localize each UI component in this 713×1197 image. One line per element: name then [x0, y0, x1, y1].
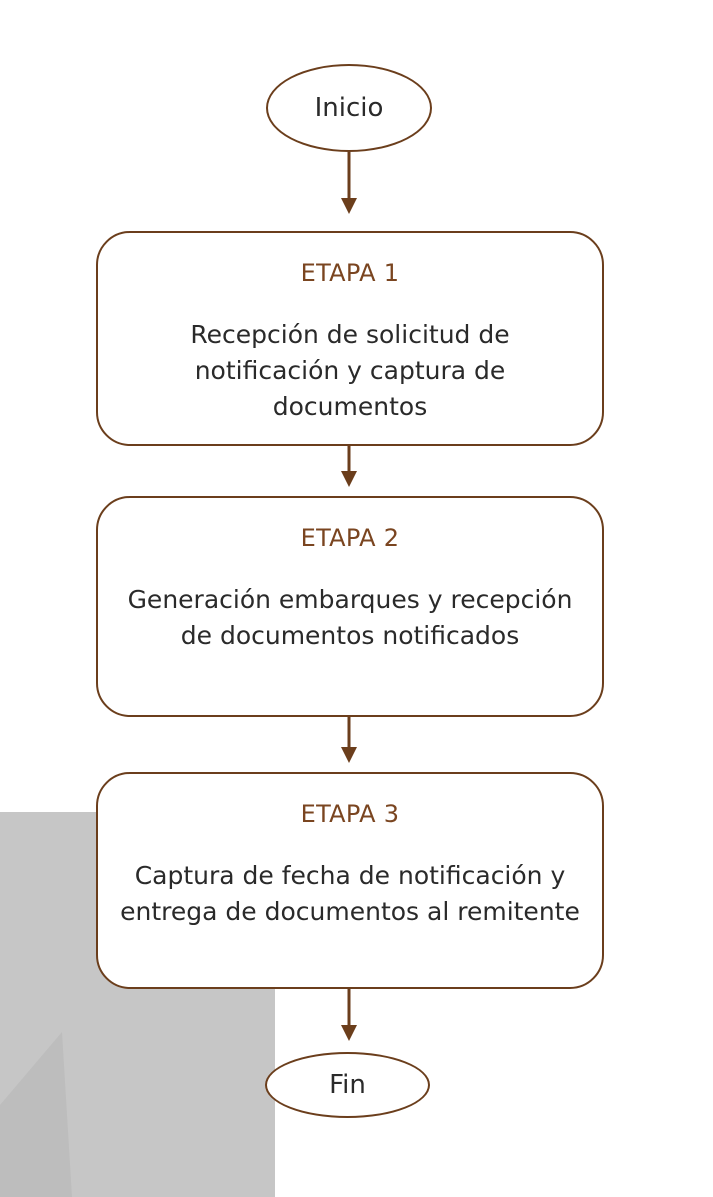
stage-1-description: Recepción de solicitud de notificación y captura de documentos [190, 320, 510, 421]
stage-2-description: Generación embarques y recepción de documentos notificados [127, 585, 573, 650]
stage-1-box [96, 231, 604, 446]
stage-3-box [96, 772, 604, 989]
start-node [266, 64, 432, 152]
arrowhead-start-to-stage-1 [341, 198, 357, 214]
arrowhead-stage-1-to-stage-2 [341, 471, 357, 487]
stage-3-description: Captura de fecha de notificación y entrega de documentos al remitente [120, 861, 580, 926]
stage-2-box [96, 496, 604, 717]
stage-2-title: ETAPA 2 [300, 524, 400, 552]
end-label: Fin [329, 1070, 366, 1100]
stage-3-title: ETAPA 3 [300, 800, 400, 828]
start-label: Inicio [314, 93, 384, 123]
arrowhead-stage-3-to-end [341, 1025, 357, 1041]
stage-1-title: ETAPA 1 [300, 259, 400, 287]
end-node [265, 1052, 430, 1118]
arrowhead-stage-2-to-stage-3 [341, 747, 357, 763]
